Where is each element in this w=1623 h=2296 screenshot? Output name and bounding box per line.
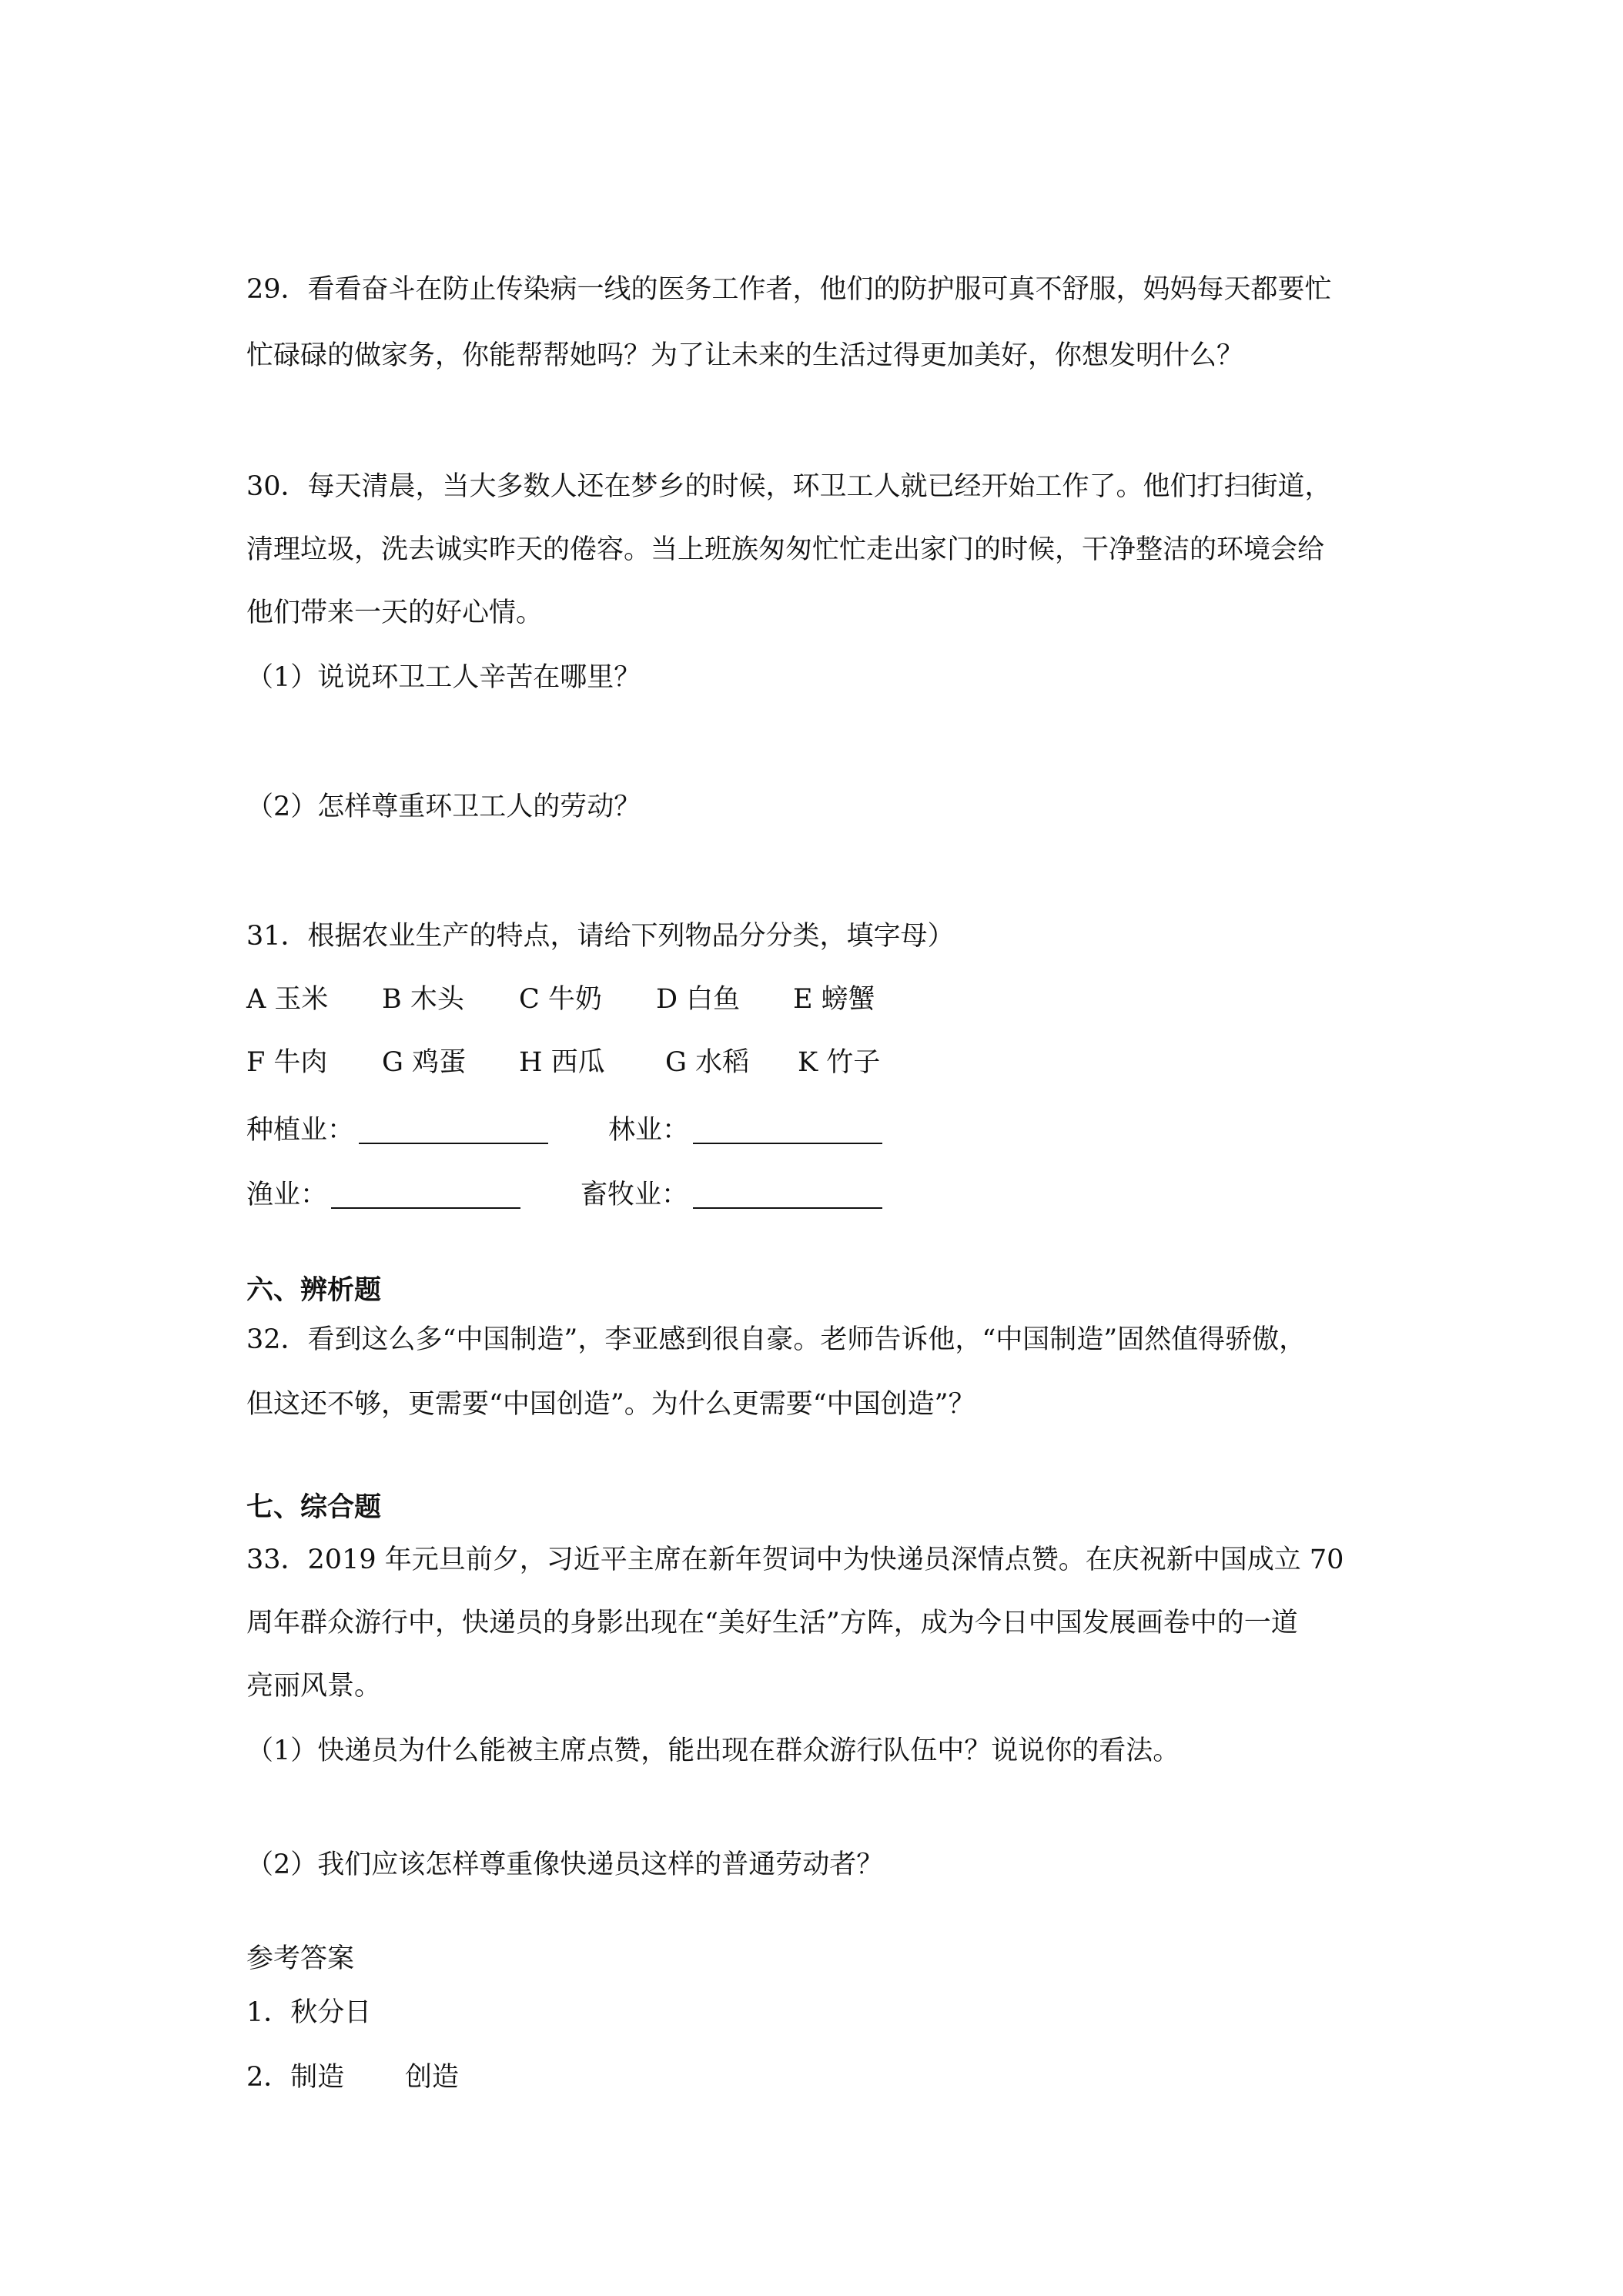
q31-answer-blank-forestry[interactable] [693, 1143, 882, 1144]
q30-line-2: 清理垃圾，洗去诚实昨天的倦容。当上班族匆匆忙忙走出家门的时候，干净整洁的环境会给 [246, 534, 1325, 565]
answers-heading: 参考答案 [246, 1943, 355, 1974]
section-7-heading: 七、综合题 [246, 1492, 382, 1523]
q31-option: D 白鱼 [656, 984, 741, 1015]
q31-stem: 31．根据农业生产的特点，请给下列物品分分类，填字母） [246, 921, 955, 952]
q31-fill-label-planting: 种植业： [246, 1115, 355, 1146]
q31-option: C 牛奶 [519, 984, 602, 1015]
q33-line-1: 33．2019 年元旦前夕，习近平主席在新年贺词中为快递员深情点赞。在庆祝新中国成立 70 [246, 1545, 1344, 1575]
q30-sub-question-1: （1）说说环卫工人辛苦在哪里？ [246, 662, 641, 693]
answer-1: 1．秋分日 [246, 1997, 372, 2028]
q33-sub-question-1: （1）快递员为什么能被主席点赞，能出现在群众游行队伍中？说说你的看法。 [246, 1735, 1180, 1766]
q31-fill-label-animal-husbandry: 畜牧业： [581, 1180, 689, 1210]
q31-option: F 牛肉 [246, 1047, 328, 1078]
q31-option: A 玉米 [246, 984, 329, 1015]
q31-fill-label-fishery: 渔业： [246, 1180, 328, 1210]
q33-sub-question-2: （2）我们应该怎样尊重像快递员这样的普通劳动者？ [246, 1849, 884, 1880]
q31-option: K 竹子 [798, 1047, 881, 1078]
q31-option: H 西瓜 [519, 1047, 605, 1078]
q30-line-1: 30．每天清晨，当大多数人还在梦乡的时候，环卫工人就已经开始工作了。他们打扫街道， [246, 471, 1332, 502]
q30-sub-question-2: （2）怎样尊重环卫工人的劳动？ [246, 792, 641, 822]
q31-answer-blank-planting[interactable] [359, 1143, 548, 1144]
answer-2: 2．制造 [246, 2062, 345, 2093]
q31-option: G 鸡蛋 [382, 1047, 467, 1078]
q33-line-2: 周年群众游行中，快递员的身影出现在“美好生活”方阵，成为今日中国发展画卷中的一道 [246, 1608, 1298, 1638]
q31-option: B 木头 [382, 984, 464, 1015]
q31-option: G 水稻 [665, 1047, 750, 1078]
q31-fill-label-forestry: 林业： [608, 1115, 690, 1146]
q32-line-2: 但这还不够，更需要“中国创造”。为什么更需要“中国创造”？ [246, 1389, 975, 1420]
section-6-heading: 六、辨析题 [246, 1275, 382, 1306]
q29-line-1: 29．看看奋斗在防止传染病一线的医务工作者，他们的防护服可真不舒服，妈妈每天都要忙 [246, 274, 1332, 305]
q31-answer-blank-animal-husbandry[interactable] [693, 1207, 882, 1209]
q29-line-2: 忙碌碌的做家务，你能帮帮她吗？为了让未来的生活过得更加美好，你想发明什么？ [246, 340, 1244, 371]
q31-answer-blank-fishery[interactable] [331, 1207, 520, 1209]
q32-line-1: 32．看到这么多“中国制造”，李亚感到很自豪。老师告诉他，“中国制造”固然值得骄傲， [246, 1324, 1307, 1355]
q33-line-3: 亮丽风景。 [246, 1671, 382, 1702]
q31-option: E 螃蟹 [793, 984, 875, 1015]
q30-line-3: 他们带来一天的好心情。 [246, 597, 544, 628]
answer-2-second-blank: 创造 [405, 2062, 460, 2093]
